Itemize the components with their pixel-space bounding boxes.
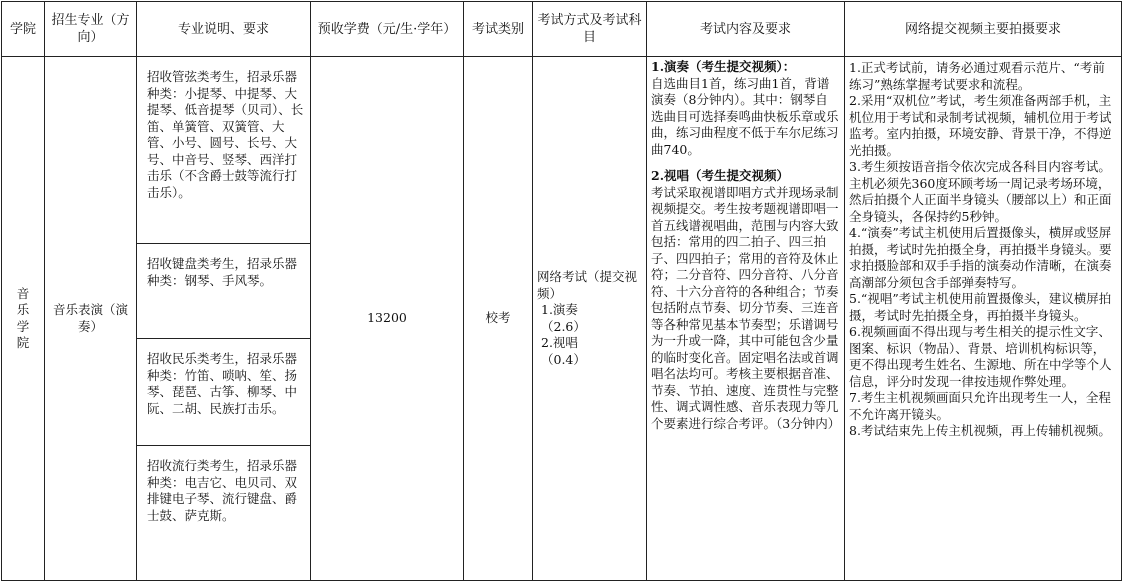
header-fee: 预收学费（元/生·学年） <box>311 2 464 57</box>
desc-cell-keyboard <box>137 244 311 339</box>
desc-keyboard: 招收键盘类考生，招录乐器种类：钢琴、手风琴。 <box>147 256 298 288</box>
header-row <box>2 2 1122 57</box>
content-sightsing-title: 2.视唱（考生提交视频） <box>651 168 790 183</box>
desc-cell-pop <box>137 446 311 581</box>
desc-orchestral: 招收管弦类考生，招录乐器种类：小提琴、中提琴、大提琴、低音提琴（贝司）、长笛、单簧管、双簧管、大管、小号、圆号、长号、大号、中音号、竖琴、西洋打击乐（不含爵士鼓等流行打击乐）。 <box>147 69 304 200</box>
header-exam-method: 考试方式及考试科目 <box>533 2 647 57</box>
video-req-item: 8.考试结束先上传主机视频，再上传辅机视频。 <box>849 423 1111 438</box>
video-req-cell <box>845 57 1122 581</box>
video-req-item: 7.考生主机视频画面只允许出现考生一人，全程不允许离开镜头。 <box>849 390 1111 422</box>
header-exam-content: 考试内容及要求 <box>647 2 845 57</box>
content-perform-title: 1.演奏（考生提交视频）： <box>651 59 796 74</box>
exam-method-item-1-weight: （2.6） <box>541 318 586 334</box>
major-name: 音乐表演（演奏） <box>52 302 128 334</box>
video-req-item: 1.正式考试前，请务必通过观看示范片、“考前练习”熟练掌握考试要求和流程。 <box>849 60 1105 92</box>
video-req-item: 5.“视唱”考试主机使用前置摄像头，建议横屏拍摄，考试时先拍摄全身，再拍摄半身镜头。 <box>849 291 1112 323</box>
major-cell <box>45 57 137 581</box>
video-req-item: 2.采用“双机位”考试，考生须准备两部手机，主机位用于考试和录制考试视频，辅机位用于考试监考。室内拍摄，环境安静、背景干净，不得逆光拍摄。 <box>849 93 1112 158</box>
content-perform-text: 自选曲目1首，练习曲1首，背谱演奏（8分钟内）。其中：钢琴自选曲目可选择奏鸣曲快板乐章或乐曲，练习曲程度不低于车尔尼练习曲740。 <box>651 75 839 157</box>
exam-method-item-1: 1.演奏 <box>541 302 578 317</box>
exam-method-title: 网络考试（提交视频） <box>537 269 638 301</box>
exam-type-value: 校考 <box>485 310 511 326</box>
video-req-item: 3.考生须按语音指令依次完成各科目内容考试。主机必须先360度环顾考场一周记录考场环境，然后拍摄个人正面半身镜头（腰部以上）和正面全身镜头，各保持约5秒钟。 <box>849 159 1112 224</box>
exam-content-cell <box>647 57 845 581</box>
header-video-req: 网络提交视频主要拍摄要求 <box>845 2 1122 57</box>
desc-pop: 招收流行类考生，招录乐器种类：电吉它、电贝司、双排键电子琴、流行键盘、爵士鼓、萨克斯。 <box>147 458 298 523</box>
fee-cell <box>311 57 464 581</box>
table-row <box>2 57 1122 244</box>
content-sightsing-text: 考试采取视谱即唱方式并现场录制视频提交。考生按考题视谱即唱一首五线谱视唱曲，范围与内容大致包括：常用的四二拍子、四三拍子、四四拍子；常用的音符及休止符；二分音符、四分音符、八分音符、十六分音符的各种组合；节奏包括附点节奏、切分节奏、三连音等各种常见基本节奏型；乐谱调号为一升或一降，其中可能包含少量的临时变化音。固定唱名法或首调唱名法均可。考核主要根据音准、节奏、节拍、速度、连贯性与完整性、调式调性感、音乐表现力等几个要素进行综合考评。（3分钟内） <box>651 184 841 431</box>
exam-type-cell <box>464 57 533 581</box>
video-req-item: 6.视频画面不得出现与考生相关的提示性文字、图案、标识（物品）、背景、培训机构标识等，更不得出现考生姓名、生源地、所在中学等个人信息，评分时发现一律按违规作弊处理。 <box>849 324 1112 389</box>
video-req-item: 4.“演奏”考试主机使用后置摄像头，横屏或竖屏拍摄，考试时先拍摄全身，再拍摄半身镜头。要求拍摄脸部和双手手指的演奏动作清晰，在演奏高潮部分须包含手部弹奏特写。 <box>849 225 1112 290</box>
desc-cell-folk <box>137 339 311 446</box>
desc-cell-orchestral <box>137 57 311 244</box>
college-name: 音乐学院 <box>16 285 30 350</box>
college-cell <box>2 57 45 581</box>
header-major-desc: 专业说明、要求 <box>137 2 311 57</box>
exam-method-item-2: 2.视唱 <box>541 335 578 350</box>
desc-folk: 招收民乐类考生，招录乐器种类：竹笛、唢呐、笙、扬琴、琵琶、古筝、柳琴、中阮、二胡、民族打击乐。 <box>147 351 298 416</box>
exam-method-item-2-weight: （0.4） <box>541 351 586 367</box>
header-college: 学院 <box>2 2 45 57</box>
header-major: 招生专业（方向） <box>45 2 137 57</box>
fee-value: 13200 <box>367 310 407 326</box>
header-exam-type: 考试类别 <box>464 2 533 57</box>
admission-table <box>1 1 1122 581</box>
exam-method-cell <box>533 57 647 581</box>
